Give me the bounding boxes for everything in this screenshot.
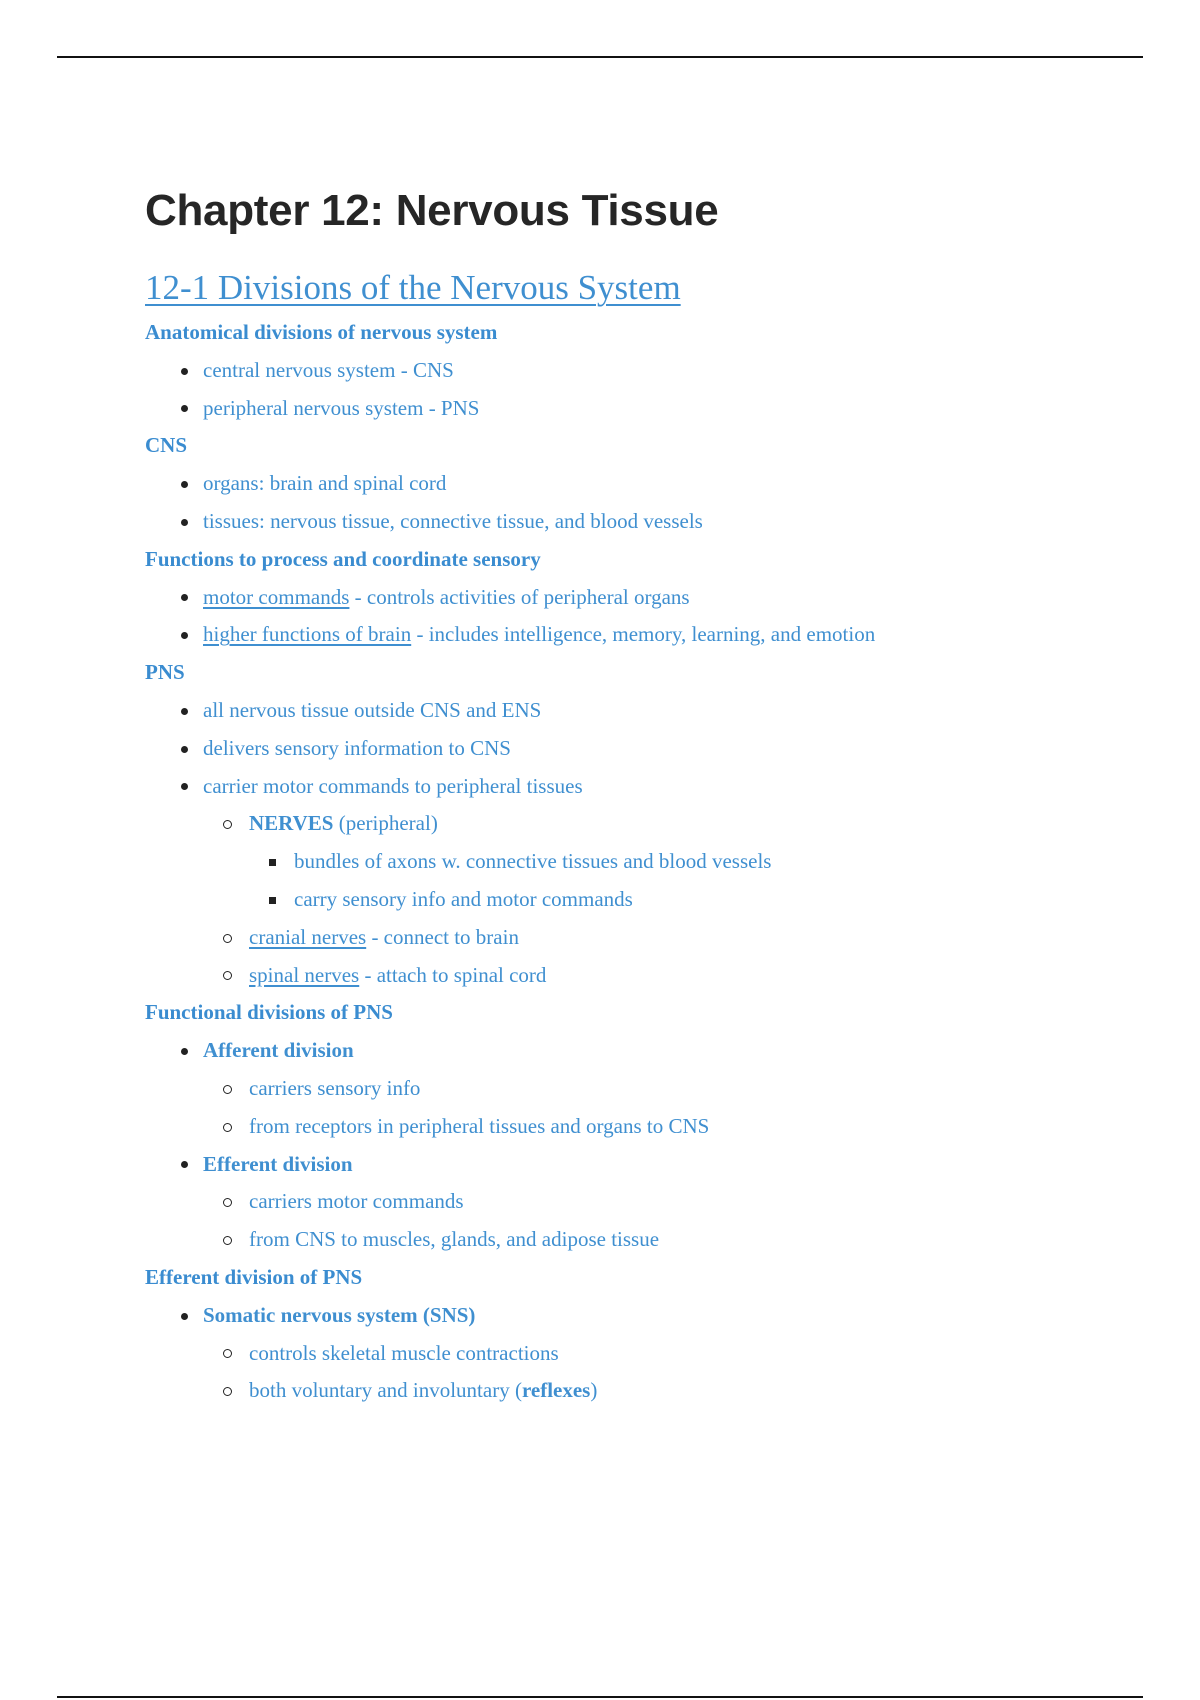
bullet-icon	[181, 405, 188, 412]
circle-bullet-icon	[223, 934, 232, 943]
list-item: from receptors in peripheral tissues and organs to CNS	[145, 1108, 1155, 1146]
document-page	[145, 180, 1155, 1410]
heading-cns: CNS	[145, 433, 188, 458]
square-bullet-icon	[269, 859, 276, 866]
heading-pns: PNS	[145, 660, 185, 685]
list-item	[145, 1146, 1155, 1184]
term-nerves: NERVES	[249, 811, 334, 836]
list-item: motor commands - controls activities of peripheral organs	[145, 579, 1155, 617]
circle-bullet-icon	[223, 1085, 232, 1094]
circle-bullet-icon	[223, 971, 232, 980]
efferent-division-title: Efferent division	[203, 1151, 353, 1176]
bullet-icon	[181, 1313, 188, 1320]
list-item	[145, 1297, 1155, 1335]
list-item: carrier motor commands to peripheral tissues	[145, 768, 1155, 806]
heading-functional-divisions: Functional divisions of PNS	[145, 1000, 393, 1025]
chapter-title: Chapter 12: Nervous Tissue	[145, 186, 719, 235]
list-item: carriers motor commands	[145, 1183, 1155, 1221]
bullet-icon	[181, 632, 188, 639]
list-item: carry sensory info and motor commands	[145, 881, 1155, 919]
circle-bullet-icon	[223, 1387, 232, 1396]
circle-bullet-icon	[223, 1349, 232, 1358]
list-item: peripheral nervous system - PNS	[145, 390, 1155, 428]
term-reflexes: reflexes	[521, 1378, 591, 1403]
list-item: carriers sensory info	[145, 1070, 1155, 1108]
afferent-division-title: Afferent division	[203, 1038, 354, 1063]
bullet-icon	[181, 746, 188, 753]
bottom-rule	[57, 1696, 1143, 1698]
list-item: from CNS to muscles, glands, and adipose tissue	[145, 1221, 1155, 1259]
list-item: cranial nerves - connect to brain	[145, 919, 1155, 957]
list-item: NERVES (peripheral)	[145, 805, 1155, 843]
term-motor-commands: motor commands	[203, 584, 350, 609]
term-higher-functions: higher functions of brain	[203, 622, 412, 647]
heading-functions: Functions to process and coordinate sensory	[145, 546, 541, 571]
bullet-icon	[181, 481, 188, 488]
section-title-link[interactable]: 12-1 Divisions of the Nervous System	[145, 268, 681, 307]
list-item: spinal nerves - attach to spinal cord	[145, 957, 1155, 995]
list-item: delivers sensory information to CNS	[145, 730, 1155, 768]
list-item: higher functions of brain - includes intelligence, memory, learning, and emotion	[145, 616, 1155, 654]
circle-bullet-icon	[223, 1198, 232, 1207]
list-item: organs: brain and spinal cord	[145, 465, 1155, 503]
circle-bullet-icon	[223, 820, 232, 829]
bullet-icon	[181, 368, 188, 375]
top-rule	[57, 56, 1143, 58]
list-item: all nervous tissue outside CNS and ENS	[145, 692, 1155, 730]
bullet-icon	[181, 708, 188, 715]
list-item: controls skeletal muscle contractions	[145, 1335, 1155, 1373]
list-item: bundles of axons w. connective tissues and blood vessels	[145, 843, 1155, 881]
heading-anatomical: Anatomical divisions of nervous system	[145, 320, 498, 344]
list-item: tissues: nervous tissue, connective tissue, and blood vessels	[145, 503, 1155, 541]
term-cranial-nerves: cranial nerves	[249, 924, 367, 949]
heading-efferent-pns: Efferent division of PNS	[145, 1264, 363, 1289]
list-item	[145, 1032, 1155, 1070]
sns-title: Somatic nervous system (SNS)	[203, 1302, 476, 1327]
circle-bullet-icon	[223, 1123, 232, 1132]
bullet-icon	[181, 1161, 188, 1168]
list-item: central nervous system - CNS	[145, 352, 1155, 390]
term-spinal-nerves: spinal nerves	[249, 962, 360, 987]
bullet-icon	[181, 594, 188, 601]
list-item: both voluntary and involuntary (reflexes)	[145, 1372, 1155, 1410]
circle-bullet-icon	[223, 1236, 232, 1245]
bullet-icon	[181, 783, 188, 790]
bullet-icon	[181, 1048, 188, 1055]
bullet-icon	[181, 519, 188, 526]
square-bullet-icon	[269, 897, 276, 904]
